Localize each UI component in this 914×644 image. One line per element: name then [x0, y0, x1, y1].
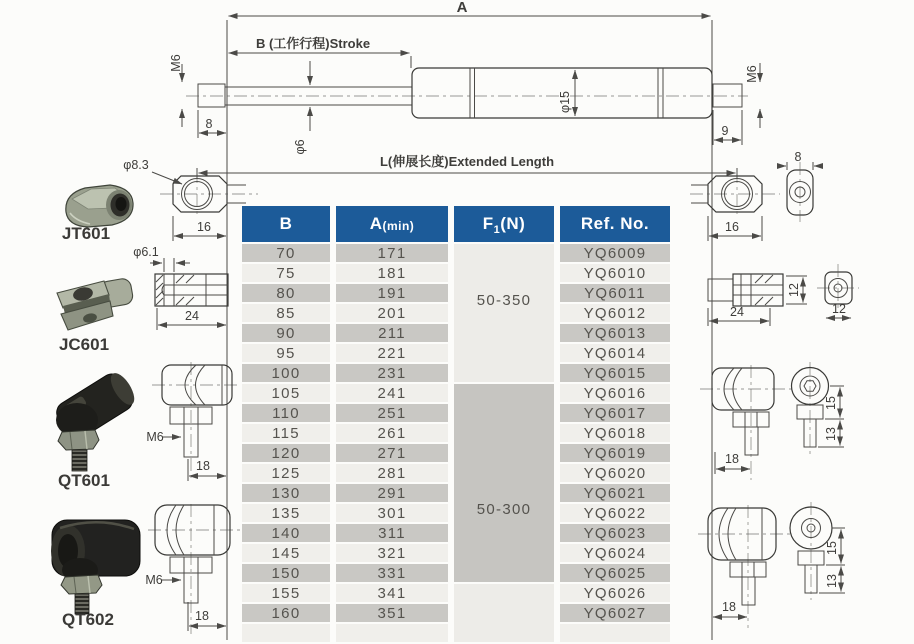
- ref-no-cell: YQ6013: [560, 324, 670, 342]
- eye-thickness-label: 8: [794, 150, 802, 164]
- extended-length-label: L(伸展长度)Extended Length: [379, 154, 555, 169]
- tube-diameter-label: φ15: [558, 90, 572, 114]
- qt602-stud-length-label: 13: [825, 574, 839, 588]
- thread-left-label: M6: [169, 54, 183, 72]
- b-value-cell: 120: [242, 444, 330, 462]
- ref-no-cell: YQ6014: [560, 344, 670, 362]
- jc601-label: JC601: [58, 335, 110, 354]
- a-value-cell: 341: [336, 584, 448, 602]
- ref-no-cell: YQ6022: [560, 504, 670, 522]
- a-value-cell: [336, 624, 448, 642]
- b-value-cell: 75: [242, 264, 330, 282]
- ref-no-cell: YQ6011: [560, 284, 670, 302]
- b-value-cell: 125: [242, 464, 330, 482]
- a-value-cell: 251: [336, 404, 448, 422]
- a-value-cell: 331: [336, 564, 448, 582]
- a-value-cell: 241: [336, 384, 448, 402]
- b-value-cell: 145: [242, 544, 330, 562]
- right-thread: [713, 63, 760, 145]
- a-value-cell: 261: [336, 424, 448, 442]
- b-value-cell: 105: [242, 384, 330, 402]
- a-value-cell: 291: [336, 484, 448, 502]
- col-header-b: [242, 206, 330, 242]
- ref-no-cell: YQ6016: [560, 384, 670, 402]
- qt601-right-views: [700, 362, 844, 480]
- a-value-cell: 181: [336, 264, 448, 282]
- col-header-a-label: A: [369, 214, 383, 233]
- thread-right-length-label: 9: [721, 124, 729, 138]
- a-value-cell: 301: [336, 504, 448, 522]
- jt601-label: JT601: [61, 224, 111, 243]
- extended-length-dim: [197, 154, 737, 178]
- ref-no-cell: YQ6025: [560, 564, 670, 582]
- dim-b-label: B (工作行程)Stroke: [255, 36, 371, 51]
- qt602-offset-label: 18: [195, 609, 209, 623]
- thread-right-label: M6: [745, 65, 759, 83]
- jc601-length-label: 24: [185, 309, 199, 323]
- b-value-cell: 155: [242, 584, 330, 602]
- fitting-jc601: [57, 245, 228, 354]
- col-header-ref: [560, 206, 670, 242]
- b-value-cell: 100: [242, 364, 330, 382]
- a-value-cell: 211: [336, 324, 448, 342]
- thread-left-length-label: 8: [205, 117, 213, 131]
- qt602-right-views: [698, 502, 845, 628]
- qt601-stud-length-label: 13: [824, 427, 838, 441]
- col-header-f-subscript: 1: [493, 224, 501, 236]
- fitting-qt602: [51, 504, 241, 634]
- b-value-cell: 110: [242, 404, 330, 422]
- qt601-offset-right-label: 18: [725, 452, 739, 466]
- cylinder-tube: [412, 68, 712, 118]
- qt601-body-height-label: 15: [824, 396, 838, 410]
- col-header-ref-label: Ref. No.: [580, 214, 650, 233]
- fitting-jt601: [62, 158, 182, 243]
- b-value-cell: 130: [242, 484, 330, 502]
- a-value-cell: 351: [336, 604, 448, 622]
- clevis-slot-height-label: 12: [787, 283, 801, 297]
- right-eyelet-view: [690, 170, 780, 241]
- ref-no-cell: YQ6023: [560, 524, 670, 542]
- jc601-pin-dia-label: φ6.1: [133, 245, 159, 259]
- a-value-cell: 281: [336, 464, 448, 482]
- ref-no-cell: YQ6009: [560, 244, 670, 262]
- b-value-cell: 140: [242, 524, 330, 542]
- a-value-cell: 231: [336, 364, 448, 382]
- ref-no-cell: YQ6019: [560, 444, 670, 462]
- ref-no-cell: YQ6012: [560, 304, 670, 322]
- qt601-thread-label: M6: [146, 430, 164, 444]
- ref-no-cell: YQ6024: [560, 544, 670, 562]
- a-value-cell: 311: [336, 524, 448, 542]
- b-value-cell: 90: [242, 324, 330, 342]
- b-value-cell: 80: [242, 284, 330, 302]
- a-value-cell: 321: [336, 544, 448, 562]
- col-header-a-min: [336, 206, 448, 242]
- ref-no-cell: YQ6015: [560, 364, 670, 382]
- rod-diameter-label: φ6: [293, 139, 307, 155]
- a-value-cell: 201: [336, 304, 448, 322]
- dim-a-label: A: [456, 0, 468, 16]
- b-value-cell: 85: [242, 304, 330, 322]
- ref-no-cell: YQ6021: [560, 484, 670, 502]
- qt602-offset-right-label: 18: [722, 600, 736, 614]
- a-value-cell: 221: [336, 344, 448, 362]
- col-header-f1: [454, 206, 554, 242]
- ref-no-cell: YQ6018: [560, 424, 670, 442]
- col-header-f-label: F: [482, 214, 494, 233]
- qt601-photo: [53, 368, 140, 471]
- ref-no-cell: YQ6010: [560, 264, 670, 282]
- ref-no-cell: YQ6026: [560, 584, 670, 602]
- ref-no-cell: YQ6027: [560, 604, 670, 622]
- col-header-f-unit: (N): [500, 214, 526, 233]
- eyelet-side-view: [778, 150, 822, 222]
- a-value-cell: 191: [336, 284, 448, 302]
- qt602-thread-label: M6: [145, 573, 163, 587]
- qt601-label: QT601: [58, 471, 110, 490]
- qt601-offset-label: 18: [196, 459, 210, 473]
- b-value-cell: [242, 624, 330, 642]
- ref-no-cell: [560, 624, 670, 642]
- qt602-photo: [51, 520, 140, 614]
- a-value-cell: 271: [336, 444, 448, 462]
- col-header-a-sub: (min): [382, 219, 415, 233]
- jt601-photo: [66, 185, 133, 227]
- f1-range-cell: 50-350: [454, 244, 554, 382]
- jc601-photo: [57, 277, 134, 330]
- eye-width-left-label: 16: [197, 220, 211, 234]
- b-value-cell: 95: [242, 344, 330, 362]
- f1-range-cell: 50-300: [454, 384, 554, 582]
- col-header-b-label: B: [279, 214, 293, 233]
- jt601-hole-dia-label: φ8.3: [123, 158, 149, 172]
- b-value-cell: 150: [242, 564, 330, 582]
- b-value-cell: 135: [242, 504, 330, 522]
- eye-width-right-label: 16: [725, 220, 739, 234]
- clevis-length-label: 24: [730, 305, 744, 319]
- fitting-qt601: [53, 362, 241, 490]
- spec-table: [242, 206, 670, 642]
- jt601-leader: [152, 172, 182, 184]
- clevis-right-views: [708, 264, 859, 326]
- clevis-end-width-label: 12: [832, 302, 846, 316]
- piston-rod: [186, 61, 748, 155]
- f1-range-cell: [454, 584, 554, 642]
- qt602-body-height-label: 15: [825, 541, 839, 555]
- jc601-drawing: [133, 245, 228, 330]
- b-value-cell: 70: [242, 244, 330, 262]
- b-value-cell: 160: [242, 604, 330, 622]
- b-value-cell: 115: [242, 424, 330, 442]
- qt602-label: QT602: [62, 610, 114, 629]
- a-value-cell: 171: [336, 244, 448, 262]
- ref-no-cell: YQ6020: [560, 464, 670, 482]
- ref-no-cell: YQ6017: [560, 404, 670, 422]
